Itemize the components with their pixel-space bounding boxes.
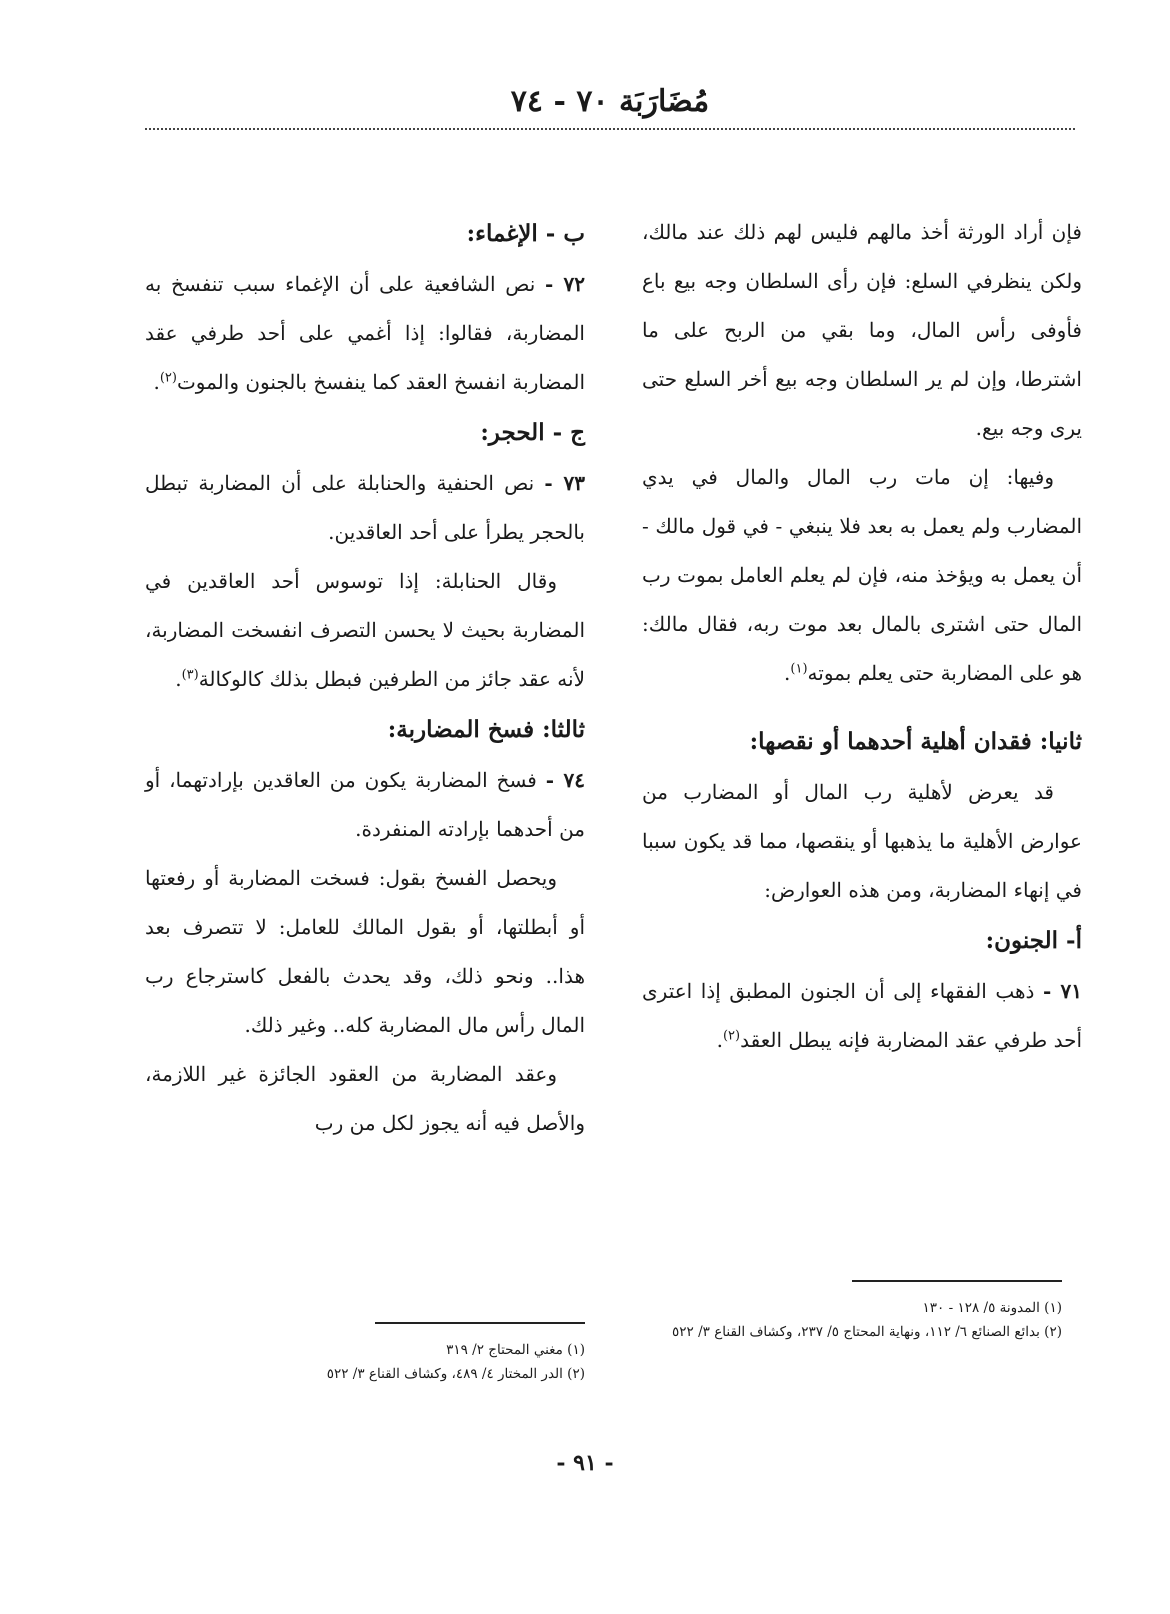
paragraph-contract-nature bbox=[145, 1050, 585, 1148]
footnote-item: (٢) بدائع الصنائع ٦/ ١١٢، ونهاية المحتاج ٥/ ٢٣٧، وكشاف القناع ٣/ ٥٢٢ bbox=[672, 1324, 1062, 1340]
footnote-rule bbox=[375, 1322, 585, 1324]
section-heading-capacity: ثانيا: فقدان أهلية أحدهما أو نقصها: bbox=[749, 728, 1082, 755]
paragraph-termination-means bbox=[145, 854, 585, 1050]
paragraph-71: ٧١ - ذهب الفقهاء إلى أن الجنون المطبق إذا اعترى أحد طرفي عقد المضاربة فإنه يبطل العقد$^{(٢)}$. bbox=[642, 979, 1082, 1052]
paragraph-71-text: ذهب الفقهاء إلى أن الجنون المطبق إذا اعترى أحد طرفي عقد المضاربة فإنه يبطل العقد bbox=[642, 979, 1082, 1052]
paragraph-73 bbox=[145, 459, 585, 557]
subheading-fainting: ب - الإغماء: bbox=[466, 220, 585, 247]
footnote-ref: (١) bbox=[790, 661, 808, 677]
footnote-ref: (٣) bbox=[181, 667, 199, 683]
paragraph-capacity bbox=[642, 768, 1082, 915]
paragraph-hanbali-text: وقال الحنابلة: إذا توسوس أحد العاقدين في المضاربة بحيث لا يحسن التصرف انفسخت المضاربة، لأنه عقد جائز من الطرفين فبطل بذلك كالوكالة bbox=[145, 569, 585, 691]
paragraph-heirs-text: فإن أراد الورثة أخذ مالهم فليس لهم ذلك عند مالك، ولكن ينظرفي السلع: فإن رأى السلطان وجه بيع باع فأوفى رأس المال، وما بقي من الربح على ما اشترطا، وإن لم ير السلطان وجه بيع أخر السلع حتى يرى وجه بيع. bbox=[642, 220, 1082, 440]
footnote-item: (١) مغني المحتاج ٢/ ٣١٩ bbox=[446, 1342, 585, 1358]
paragraph-heirs bbox=[642, 208, 1082, 453]
paragraph-number: ٧٣ - bbox=[544, 471, 585, 495]
paragraph-74 bbox=[145, 756, 585, 854]
paragraph-number: ٧٢ - bbox=[544, 272, 586, 296]
subheading-interdiction: ج - الحجر: bbox=[480, 419, 585, 446]
paragraph-hanbali: وقال الحنابلة: إذا توسوس أحد العاقدين في المضاربة بحيث لا يحسن التصرف انفسخت المضاربة، لأنه عقد جائز من الطرفين فبطل بذلك كالوكالة$^{(٣)}$. bbox=[145, 569, 585, 691]
subheading-insanity: أ- الجنون: bbox=[985, 927, 1082, 954]
footnotes-left bbox=[145, 1322, 585, 1386]
paragraph-number: ٧١ - bbox=[1043, 979, 1082, 1003]
section-heading-termination: ثالثا: فسخ المضاربة: bbox=[387, 716, 585, 743]
page-number: - ٩١ - bbox=[556, 1450, 614, 1476]
paragraph-72: ٧٢ - نص الشافعية على أن الإغماء سبب تنفسخ به المضاربة، فقالوا: إذا أغمي على أحد طرفي عقد المضاربة انفسخ العقد كما ينفسخ بالجنون والموت$^{(٢)}$. bbox=[145, 272, 586, 394]
footnotes-right bbox=[638, 1280, 1062, 1344]
paragraph-74-text: فسخ المضاربة يكون من العاقدين بإرادتهما، أو من أحدهما بإرادته المنفردة. bbox=[145, 768, 585, 841]
page-header bbox=[145, 78, 1075, 134]
paragraph-contract-nature-text: وعقد المضاربة من العقود الجائزة غير اللازمة، والأصل فيه أنه يجوز لكل من رب bbox=[145, 1062, 585, 1135]
paragraph-number: ٧٤ - bbox=[545, 768, 585, 792]
paragraph-death-of-owner-text: وفيها: إن مات رب المال والمال في يدي المضارب ولم يعمل به بعد فلا ينبغي - في قول مالك - أن يعمل به ويؤخذ منه، فإن لم يعلم العامل بموت رب المال حتى اشترى بالمال بعد موت ربه، فقال مالك: هو على المضاربة حتى يعلم بموته bbox=[642, 465, 1082, 685]
paragraph-termination-means-text: ويحصل الفسخ بقول: فسخت المضاربة أو رفعتها أو أبطلتها، أو بقول المالك للعامل: لا تتصرف بعد هذا.. ونحو ذلك، وقد يحدث بالفعل كاسترجاع رب المال رأس مال المضاربة كله.. وغير ذلك. bbox=[145, 866, 585, 1037]
paragraph-capacity-text: قد يعرض لأهلية رب المال أو المضارب من عوارض الأهلية ما يذهبها أو ينقصها، مما قد يكون سببا في إنهاء المضاربة، ومن هذه العوارض: bbox=[642, 780, 1082, 902]
paragraph-72-text: نص الشافعية على أن الإغماء سبب تنفسخ به المضاربة، فقالوا: إذا أغمي على أحد طرفي عقد المضاربة انفسخ العقد كما ينفسخ بالجنون والموت bbox=[145, 272, 585, 394]
footnote-ref: (٢) bbox=[159, 370, 177, 386]
footnote-item: (١) المدونة ٥/ ١٢٨ - ١٣٠ bbox=[922, 1300, 1062, 1316]
paragraph-73-text: نص الحنفية والحنابلة على أن المضاربة تبطل بالحجر يطرأ على أحد العاقدين. bbox=[145, 471, 585, 544]
footnote-rule bbox=[852, 1280, 1062, 1282]
paragraph-death-of-owner: وفيها: إن مات رب المال والمال في يدي المضارب ولم يعمل به بعد فلا ينبغي - في قول مالك - أن يعمل به ويؤخذ منه، فإن لم يعلم العامل بموت رب المال حتى اشترى بالمال بعد موت ربه، فقال مالك: هو على المضاربة حتى يعلم بموته$^{(١)}$. bbox=[642, 465, 1082, 685]
header-dotted-rule bbox=[145, 128, 1075, 130]
right-column bbox=[642, 208, 1082, 1065]
page-title: مُضَارَبَة ٧٠ - ٧٤ bbox=[510, 84, 710, 119]
footnote-item: (٢) الدر المختار ٤/ ٤٨٩، وكشاف القناع ٣/ ٥٢٢ bbox=[326, 1366, 585, 1382]
left-column bbox=[145, 208, 585, 1148]
footnote-ref: (٢) bbox=[722, 1028, 741, 1044]
